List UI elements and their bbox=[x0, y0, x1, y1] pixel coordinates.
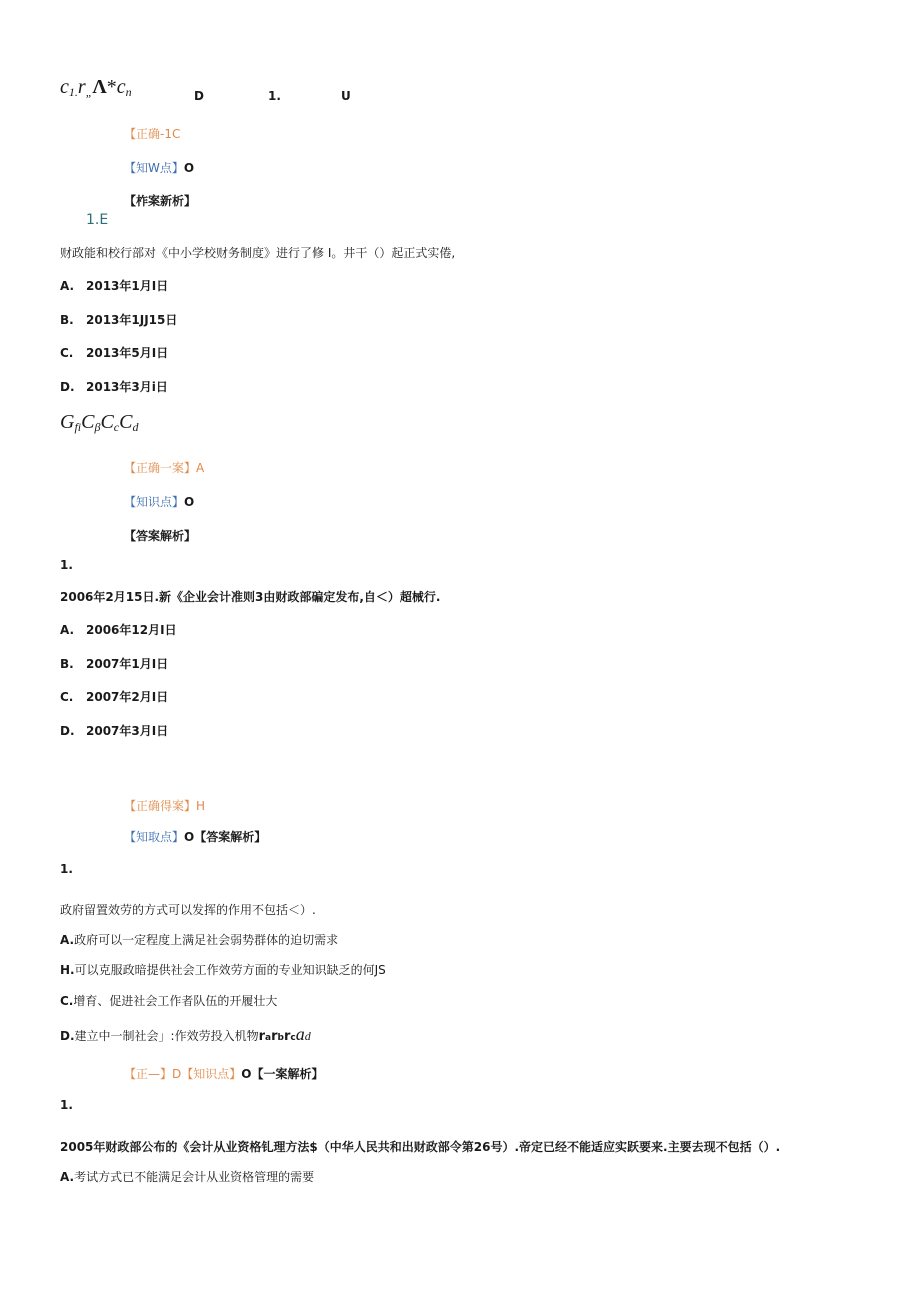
knowledge-point-label: 【知识点】 bbox=[124, 495, 185, 509]
option-c bbox=[60, 689, 168, 705]
answer-summary-line bbox=[124, 1066, 324, 1082]
formula-subscript: fi bbox=[74, 420, 82, 434]
option-u: U bbox=[341, 89, 351, 103]
option-b bbox=[60, 656, 168, 672]
option-letter: H. bbox=[60, 963, 75, 977]
formula-symbol: a bbox=[295, 1024, 305, 1044]
correct-answer-label: 【正—】 bbox=[124, 1067, 173, 1081]
formula-symbol: r bbox=[77, 76, 86, 98]
option-letter: B. bbox=[60, 657, 74, 671]
formula-subscript: n bbox=[125, 85, 132, 99]
question-number: 1. bbox=[60, 862, 73, 876]
option-text: 可以克服政暗提供社会工作效劳方面的专业知识缺乏的何JS bbox=[74, 963, 386, 977]
correct-answer-line bbox=[124, 798, 205, 814]
option-letter: B. bbox=[60, 313, 74, 327]
formula-symbol: * bbox=[106, 76, 117, 98]
option-text: 2006年12月I日 bbox=[86, 623, 177, 637]
question-text: 政府留置效劳的方式可以发挥的作用不包括＜）. bbox=[60, 903, 316, 917]
knowledge-point-label: 【知识点】 bbox=[181, 1067, 242, 1081]
formula-subscript: a bbox=[265, 1033, 272, 1043]
option-number: 1. bbox=[268, 89, 281, 103]
correct-answer-value: -1C bbox=[160, 127, 181, 141]
option-letter: D. bbox=[60, 724, 75, 738]
question-number: 1. bbox=[60, 558, 73, 572]
correct-answer-label: 【正确一案】 bbox=[124, 461, 197, 475]
option-d bbox=[60, 379, 168, 395]
option-text: 增育、促进社会工作者队伍的开履壮大 bbox=[73, 994, 278, 1008]
option-text: 2013年3月i日 bbox=[86, 380, 168, 394]
option-letter: C. bbox=[60, 690, 74, 704]
option-a bbox=[60, 932, 338, 948]
option-text: 2007年1月I日 bbox=[86, 657, 169, 671]
option-text: 2007年3月I日 bbox=[86, 724, 169, 738]
option-letter: C. bbox=[60, 346, 74, 360]
formula-subscript: b bbox=[277, 1033, 284, 1043]
knowledge-point-label: 【知W点】 bbox=[124, 161, 184, 175]
question-text: 2005年财政部公布的《会计从业资格钆理方法$（中华人民共和出财政部令第26号）.帝定已经不能适应实跃要来.主要去现不包括（）. bbox=[60, 1140, 781, 1154]
analysis-label: 【一案解析】 bbox=[251, 1067, 324, 1081]
formula-symbol: r bbox=[258, 1029, 265, 1044]
option-c bbox=[60, 993, 277, 1009]
analysis-label: 【答案解析】 bbox=[194, 830, 267, 844]
formula-subscript: d bbox=[304, 1029, 311, 1043]
correct-answer-value: H bbox=[196, 799, 206, 813]
knowledge-point-value: O bbox=[241, 1067, 252, 1081]
option-d bbox=[60, 723, 168, 739]
knowledge-point-value: O bbox=[184, 830, 195, 844]
formula-symbol: r bbox=[283, 1029, 291, 1044]
correct-answer-line bbox=[124, 126, 180, 142]
formula-symbol: C bbox=[81, 411, 95, 433]
formula-symbol: Λ bbox=[92, 76, 107, 98]
option-text: 2013年1JJ15日 bbox=[86, 313, 178, 327]
knowledge-point-line bbox=[124, 494, 194, 510]
option-text: 2007年2月I日 bbox=[86, 690, 169, 704]
formula-symbol: G bbox=[60, 411, 75, 433]
knowledge-point-line bbox=[124, 829, 266, 845]
correct-answer-value: D bbox=[172, 1067, 182, 1081]
correct-answer-label: 【正确 bbox=[124, 127, 161, 141]
formula-subscript: 1. bbox=[68, 85, 78, 99]
option-h bbox=[60, 962, 386, 978]
option-b bbox=[60, 312, 177, 328]
formula-symbol: c bbox=[60, 76, 69, 98]
option-c bbox=[60, 345, 168, 361]
option-text: 考试方式已不能满足会计从业资格管理的需要 bbox=[74, 1170, 315, 1184]
option-letter: C. bbox=[60, 994, 74, 1008]
option-letter: A. bbox=[60, 933, 75, 947]
analysis-label: 【柞案新析】 bbox=[124, 194, 197, 208]
option-text: 政府可以一定程度上满足社会弱势群体的迫切需求 bbox=[74, 933, 339, 947]
analysis-label: 【答案解析】 bbox=[124, 529, 197, 543]
correct-answer-value: A bbox=[196, 461, 205, 475]
formula-options bbox=[60, 411, 138, 438]
question-number: 1. bbox=[60, 1098, 73, 1112]
formula-symbol: C bbox=[119, 411, 133, 433]
correct-answer-label: 【正确得案】 bbox=[124, 799, 197, 813]
option-letter: D. bbox=[60, 1029, 75, 1043]
option-letter: D. bbox=[60, 380, 75, 394]
question-text: 2006年2月15日.新《企业会计准则3由财政部碥定发布,自＜）超械行. bbox=[60, 590, 441, 604]
correct-answer-line bbox=[124, 460, 204, 476]
option-letter: A. bbox=[60, 279, 75, 293]
formula-subscript: β bbox=[94, 420, 101, 434]
formula-subscript: d bbox=[132, 420, 139, 434]
formula-symbol: c bbox=[116, 76, 126, 98]
knowledge-point-line bbox=[124, 160, 194, 176]
formula-heading bbox=[60, 76, 132, 103]
option-d bbox=[60, 1023, 311, 1047]
option-text: 2013年1月I日 bbox=[86, 279, 169, 293]
option-a bbox=[60, 1169, 314, 1185]
option-letter: A. bbox=[60, 1170, 75, 1184]
formula-symbol: r bbox=[271, 1029, 278, 1044]
option-a bbox=[60, 622, 177, 638]
formula-subscript: c bbox=[290, 1033, 296, 1043]
knowledge-point-value: O bbox=[184, 495, 195, 509]
formula-inline bbox=[259, 1029, 296, 1044]
formula-symbol: C bbox=[100, 411, 114, 433]
option-text: 2013年5月I日 bbox=[86, 346, 169, 360]
knowledge-point-value: O bbox=[183, 161, 195, 175]
question-text: 财政能和校行部对《中小学校财务制度》进行了修 I。井干（）起正式实倦, bbox=[60, 246, 456, 260]
formula-subscript: „ bbox=[85, 85, 93, 99]
option-letter: A. bbox=[60, 623, 75, 637]
analysis-value: 1.E bbox=[86, 212, 109, 228]
knowledge-point-label: 【知取点】 bbox=[124, 830, 185, 844]
option-a bbox=[60, 278, 168, 294]
option-text: 建立中一制社会」:作效劳投入机物 bbox=[74, 1029, 259, 1043]
option-d: D bbox=[194, 89, 204, 103]
formula-subscript: c bbox=[113, 420, 120, 434]
